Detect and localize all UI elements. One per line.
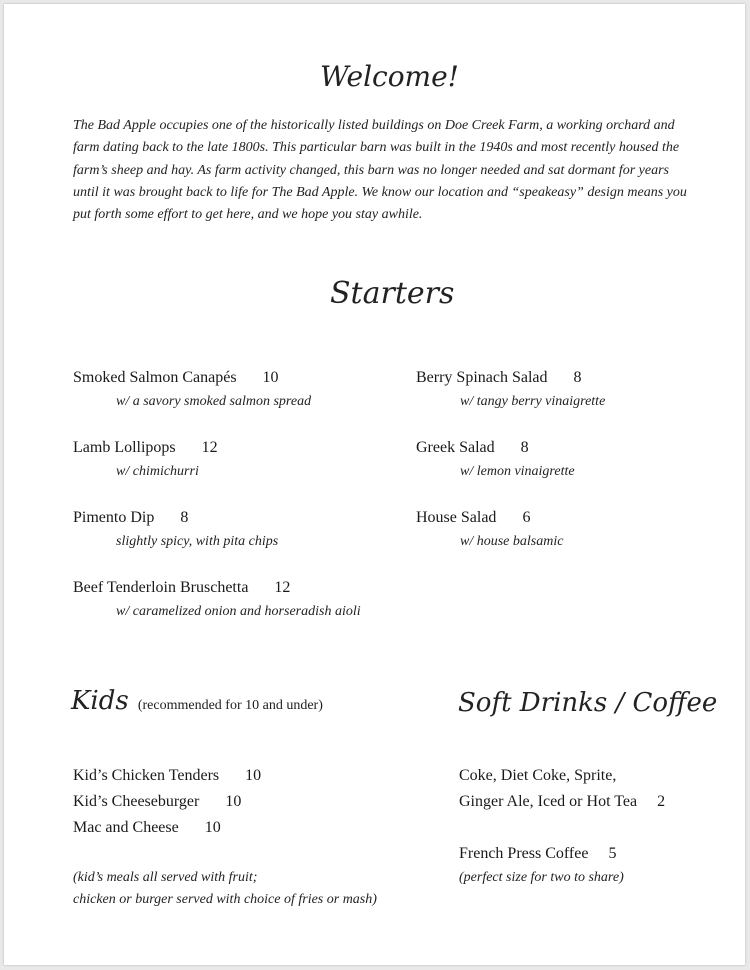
starter-item-name: House Salad 6 bbox=[416, 509, 531, 526]
starter-item-name: Greek Salad 8 bbox=[416, 439, 529, 456]
coffee-item: French Press Coffee 5 bbox=[459, 845, 617, 862]
kids-note: (kid’s meals all served with fruit; bbox=[73, 870, 258, 885]
kids-item-price: 10 bbox=[225, 793, 242, 810]
kids-item-price: 10 bbox=[245, 767, 262, 784]
starter-item-price: 6 bbox=[522, 509, 531, 526]
starter-item-name: Lamb Lollipops 12 bbox=[73, 439, 218, 456]
kids-item: Mac and Cheese 10 bbox=[73, 819, 221, 836]
starter-item-desc: w/ a savory smoked salmon spread bbox=[116, 394, 312, 409]
starter-item-price: 8 bbox=[520, 439, 529, 456]
starter-item-desc: w/ caramelized onion and horseradish aioli bbox=[116, 604, 361, 619]
kids-note: chicken or burger served with choice of fries or mash) bbox=[73, 892, 377, 907]
kids-heading-row bbox=[71, 686, 323, 716]
starter-item-name: Pimento Dip 8 bbox=[73, 509, 189, 526]
starter-item-desc: w/ tangy berry vinaigrette bbox=[460, 394, 606, 409]
starter-item-price: 12 bbox=[201, 439, 218, 456]
starter-item-price: 8 bbox=[573, 369, 582, 386]
coffee-price: 5 bbox=[608, 845, 617, 862]
drinks-line: Coke, Diet Coke, Sprite, bbox=[459, 767, 617, 784]
drinks-line: Ginger Ale, Iced or Hot Tea 2 bbox=[459, 793, 666, 810]
starters-heading: Starters bbox=[330, 276, 455, 311]
starter-item-desc: w/ chimichurri bbox=[116, 464, 199, 479]
intro-paragraph: The Bad Apple occupies one of the historically listed buildings on Doe Creek Farm, a working orchard and farm dating back to the late 1800s. This particular barn was built in the 1940s and most recently housed the farm’s sheep and hay. As farm activity changed, this barn was no longer needed and sat dormant for years until it was brought back to life for The Bad Apple. We know our location and “speakeasy” design means you put forth some effort to get here, and we hope you stay awhile. bbox=[73, 118, 687, 223]
menu-page bbox=[4, 4, 745, 965]
starter-item-desc: w/ lemon vinaigrette bbox=[460, 464, 575, 479]
drinks-price: 2 bbox=[657, 793, 666, 810]
starter-item-price: 10 bbox=[262, 369, 279, 386]
kids-item: Kid’s Chicken Tenders 10 bbox=[73, 767, 262, 784]
starter-item-name: Beef Tenderloin Bruschetta 12 bbox=[73, 579, 291, 596]
starter-item-name: Berry Spinach Salad 8 bbox=[416, 369, 582, 386]
kids-subheading: (recommended for 10 and under) bbox=[137, 698, 323, 713]
kids-item: Kid’s Cheeseburger 10 bbox=[73, 793, 242, 810]
starter-item-price: 12 bbox=[274, 579, 291, 596]
starter-item-price: 8 bbox=[180, 509, 189, 526]
starter-item-name: Smoked Salmon Canapés 10 bbox=[73, 369, 279, 386]
drinks-heading: Soft Drinks / Coffee bbox=[458, 688, 718, 718]
starter-item-desc: slightly spicy, with pita chips bbox=[116, 534, 279, 549]
welcome-heading: Welcome! bbox=[320, 60, 459, 93]
kids-heading: Kids bbox=[71, 686, 129, 716]
coffee-note: (perfect size for two to share) bbox=[459, 870, 624, 885]
kids-item-price: 10 bbox=[204, 819, 221, 836]
starter-item-desc: w/ house balsamic bbox=[460, 534, 564, 549]
